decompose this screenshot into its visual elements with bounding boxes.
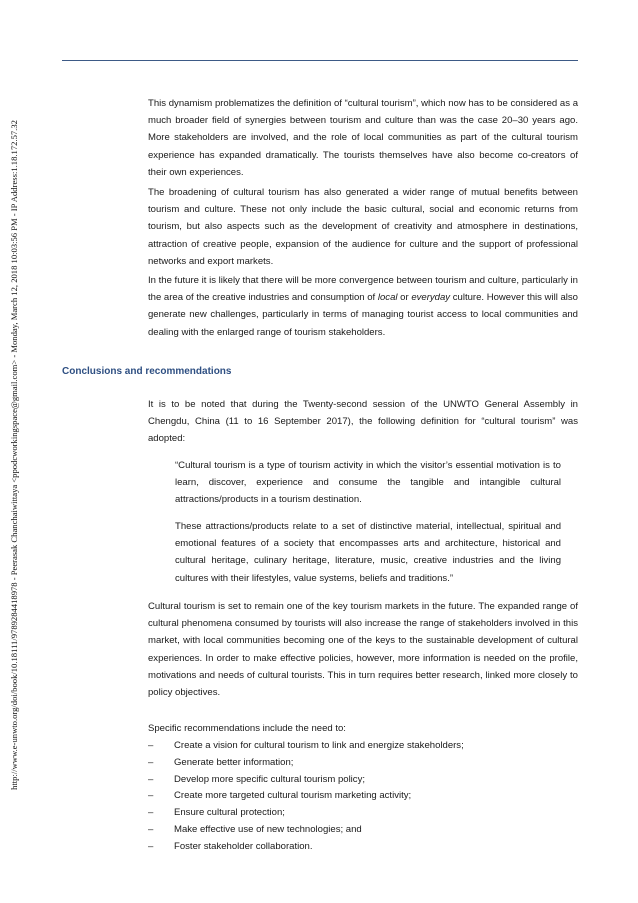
paragraph-noted xyxy=(148,396,578,448)
quote-attractions xyxy=(175,518,561,587)
quote-text: “Cultural tourism is a type of tourism activity in which the visitor’s essential motivation is to learn, discover, experience and consume the tangible and intangible cultural attractions/products in a tourism destination. xyxy=(175,460,561,506)
paragraph-dynamism xyxy=(148,95,578,181)
list-item-text: Ensure cultural protection; xyxy=(174,807,285,819)
list-marker: – xyxy=(148,740,154,751)
paragraph-broadening xyxy=(148,184,578,270)
list-item-text: Foster stakeholder collaboration. xyxy=(174,840,313,852)
list-marker: – xyxy=(148,807,154,819)
quote-text: These attractions/products relate to a set of distinctive material, intellectual, spiritual and emotional features of a society that encompasses arts and architecture, historical and cultural heritage, culinary heritage, literature, music, creative industries and the living cultures with their lifestyles, value systems, beliefs and traditions.” xyxy=(175,521,561,584)
paragraph-text-part: In the future it is likely that there will be more convergence between tourism and culture, particularly in the area of the creative industries and consumption of xyxy=(148,275,578,304)
paragraph-text-part: culture. However this will also generate new challenges, particularly in terms of managing tourist access to local communities and dealing with the enlarged range of tourism stakeholders. xyxy=(148,292,578,338)
list-marker: – xyxy=(148,773,154,785)
emphasis-everyday: everyday xyxy=(411,292,451,304)
list-item-text: Make effective use of new technologies; and xyxy=(174,823,362,835)
section-heading: Conclusions and recommendations xyxy=(62,366,232,377)
list-item xyxy=(148,772,578,789)
list-marker: – xyxy=(148,756,154,768)
list-item xyxy=(148,738,578,755)
emphasis-local: local xyxy=(377,292,398,304)
list-item xyxy=(148,805,578,822)
list-item xyxy=(148,755,578,772)
quote-definition xyxy=(175,457,561,509)
list-item-text: Generate better information; xyxy=(174,756,294,768)
download-watermark xyxy=(0,0,28,903)
list-item-text: Develop more specific cultural tourism policy; xyxy=(174,773,366,785)
paragraph-text xyxy=(148,272,578,341)
list-item xyxy=(148,839,578,856)
recommendations-list xyxy=(148,738,578,856)
paragraph-text: Cultural tourism is set to remain one of the key tourism markets in the future. The expanded range of cultural phenomena consumed by tourists will also increase the range of stakeholders involved in this market, with local communities becoming one of the keys to the sustainable development of cultural experiences. In order to make effective policies, however, more information is needed on the profile, motivations and needs of cultural tourists. This in turn requires better research, linked more closely to policy objectives. xyxy=(148,601,578,699)
paragraph-text: It is to be noted that during the Twenty-second session of the UNWTO General Assembly in Chengdu, China (11 to 16 September 2017), the following definition for “cultural tourism” was adopted: xyxy=(148,399,578,445)
list-item xyxy=(148,788,578,805)
list-marker: – xyxy=(148,823,154,835)
paragraph-text: The broadening of cultural tourism has also generated a wider range of mutual benefits between tourism and culture. These not only include the basic cultural, social and economic returns from tourism, but also aspects such as the development of creativity and atmosphere in destinations, attraction of creative people, expansion of the audience for culture and the support of professional networks and export markets. xyxy=(148,187,578,267)
list-item-text: Create more targeted cultural tourism marketing activity; xyxy=(174,790,412,802)
list-item-text: Create a vision for cultural tourism to link and energize stakeholders; xyxy=(174,740,464,751)
header-rule xyxy=(62,60,578,61)
paragraph-key-market xyxy=(148,598,578,701)
download-watermark-text: http://www.e-unwto.org/doi/book/10.18111/9789284418978 - Peerasak Chanchaiwittaya <ppodcworkingspace@gmail.com> - Monday, March 12, 2018 10:03:56 PM - IP Address:1.18.172.57.32 xyxy=(9,120,19,790)
list-marker: – xyxy=(148,840,154,852)
list-marker: – xyxy=(148,790,154,802)
paragraph-text-part: or xyxy=(397,292,412,304)
paragraph-text: This dynamism problematizes the definition of “cultural tourism”, which now has to be considered as a much broader field of synergies between tourism and culture than was the case 20–30 years ago. More stakeholders are involved, and the role of local communities as part of the cultural tourism experience has expanded dramatically. The tourists themselves have also become co-creators of their own experiences. xyxy=(148,98,578,178)
recommendations-intro: Specific recommendations include the need to: xyxy=(148,723,346,734)
list-item xyxy=(148,822,578,839)
paragraph-future xyxy=(148,272,578,341)
